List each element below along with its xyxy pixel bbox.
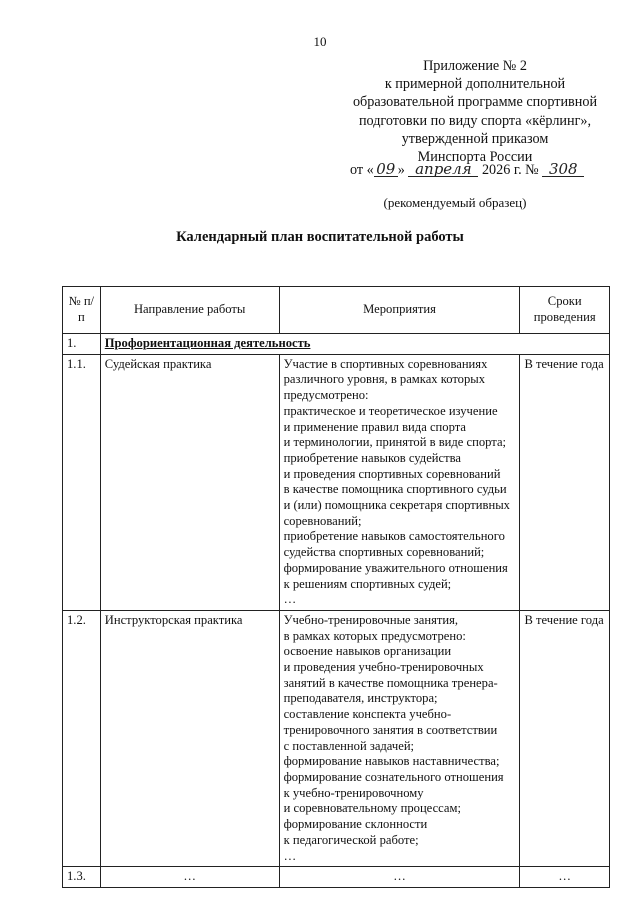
event-line: предусмотрено:	[283, 388, 369, 403]
event-line: судейства спортивных соревнований;	[283, 545, 485, 560]
date-mid: »	[397, 162, 405, 178]
event-line: приобретение навыков судейства	[283, 450, 462, 465]
appendix-block	[330, 57, 620, 166]
document-title: Календарный план воспитательной работы	[176, 229, 464, 245]
table-row	[63, 354, 610, 610]
event-line: занятий в качестве помощника тренера-	[283, 675, 498, 690]
table-row	[63, 867, 610, 888]
appendix-line: Минспорта России	[417, 149, 533, 166]
event-line: …	[283, 848, 297, 863]
row-events	[279, 354, 520, 610]
row-num: 1.1.	[63, 354, 101, 610]
event-line: и соревновательному процессам;	[283, 801, 461, 816]
order-date-line	[350, 162, 620, 179]
event-line: практическое и теоретическое изучение	[283, 403, 498, 418]
calendar-plan-table	[62, 286, 610, 888]
date-prefix: от «	[350, 162, 374, 178]
event-line: с поставленной задачей;	[283, 738, 415, 753]
page-number: 10	[313, 34, 327, 49]
row-events	[279, 610, 520, 866]
event-line: и терминологии, принятой в виде спорта;	[283, 435, 507, 450]
row-terms: …	[520, 867, 610, 888]
handwritten-order-number: 308	[542, 162, 584, 177]
row-terms: В течение года	[520, 610, 610, 866]
row-direction: Инструкторская практика	[100, 610, 279, 866]
row-direction: …	[100, 867, 279, 888]
header-events: Мероприятия	[279, 287, 520, 334]
event-line: к учебно-тренировочному	[283, 785, 424, 800]
row-events: …	[279, 867, 520, 888]
event-line: соревнований;	[283, 513, 362, 528]
date-year: 2026 г. №	[481, 162, 539, 178]
event-line: и применение правил вида спорта	[283, 419, 466, 434]
appendix-line: подготовки по виду спорта «кёрлинг»,	[358, 112, 592, 129]
table-header-row	[63, 287, 610, 334]
section-num: 1.	[63, 334, 101, 355]
event-line: формирование навыков наставничества;	[283, 754, 500, 769]
header-num: № п/п	[63, 287, 101, 334]
handwritten-month: апреля	[408, 162, 478, 177]
appendix-line: Приложение № 2	[423, 58, 527, 74]
recommended-sample-note: (рекомендуемый образец)	[383, 195, 527, 210]
event-line: тренировочного занятия в соответствии	[283, 722, 498, 737]
event-line: составление конспекта учебно-	[283, 707, 452, 722]
event-line: в качестве помощника спортивного судьи	[283, 482, 507, 497]
row-terms: В течение года	[520, 354, 610, 610]
header-direction: Направление работы	[100, 287, 279, 334]
event-line: формирование уважительного отношения	[283, 560, 508, 575]
row-num: 1.2.	[63, 610, 101, 866]
event-line: Учебно-тренировочные занятия,	[283, 612, 459, 627]
event-line: в рамках которых предусмотрено:	[283, 628, 466, 643]
section-title: Профориентационная деятельность	[100, 334, 609, 355]
row-direction: Судейская практика	[100, 354, 279, 610]
event-line: формирование склонности	[283, 817, 428, 832]
section-row	[63, 334, 610, 355]
event-line: к педагогической работе;	[283, 832, 419, 847]
table-row	[63, 610, 610, 866]
event-line: и (или) помощника секретаря спортивных	[283, 498, 510, 513]
event-line: и проведения учебно-тренировочных	[283, 660, 484, 675]
header-terms: Сроки проведения	[520, 287, 610, 334]
event-line: Участие в спортивных соревнованиях	[283, 356, 488, 371]
appendix-line: к примерной дополнительной	[384, 76, 566, 93]
appendix-line: образовательной программе спортивной	[352, 94, 598, 111]
event-line: преподавателя, инструктора;	[283, 691, 438, 706]
event-line: освоение навыков организации	[283, 644, 452, 659]
event-line: …	[283, 592, 297, 607]
event-line: к решениям спортивных судей;	[283, 576, 452, 591]
appendix-line: утвержденной приказом	[401, 130, 549, 147]
row-num: 1.3.	[63, 867, 101, 888]
event-line: приобретение навыков самостоятельного	[283, 529, 505, 544]
event-line: различного уровня, в рамках которых	[283, 372, 486, 387]
event-line: формирование сознательного отношения	[283, 769, 504, 784]
event-line: и проведения спортивных соревнований	[283, 466, 501, 481]
handwritten-day: 09	[374, 162, 398, 177]
